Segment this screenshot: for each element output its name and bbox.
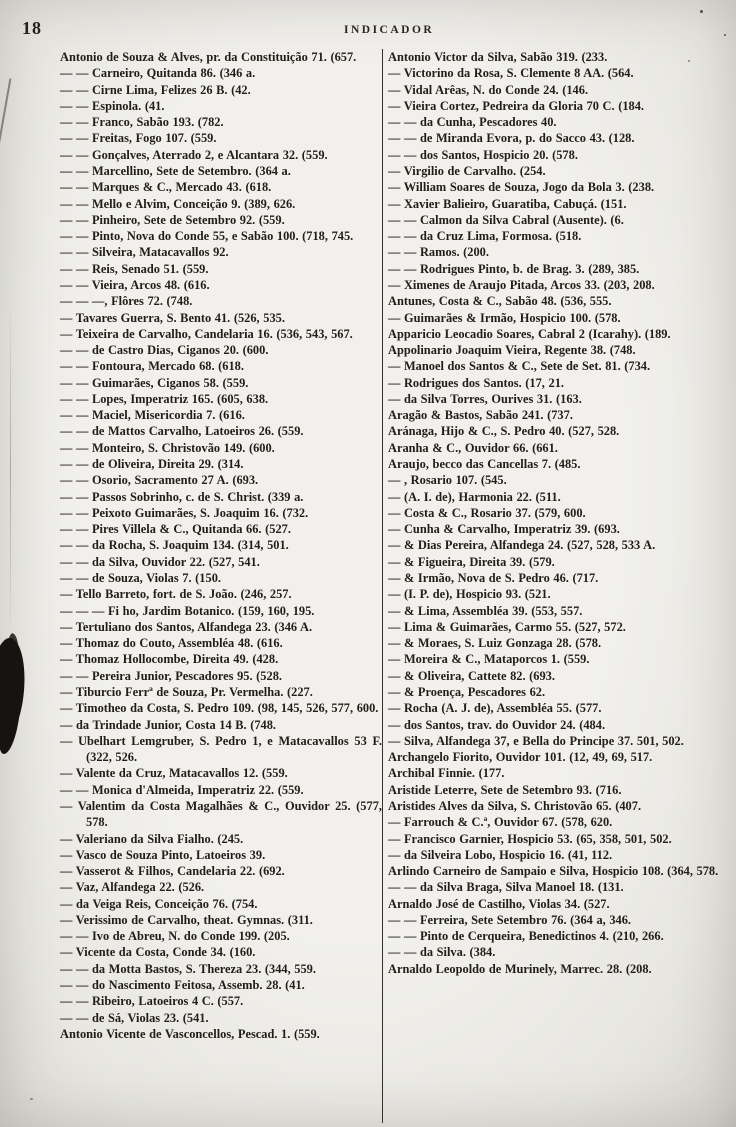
directory-entry: — Manoel dos Santos & C., Sete de Set. 81. (734. bbox=[388, 359, 651, 374]
directory-entry: — — da Silva. (384. bbox=[388, 945, 496, 960]
directory-entry: — — Passos Sobrinho, c. de S. Christ. (339 a. bbox=[60, 489, 304, 504]
directory-entry: — da Trindade Junior, Costa 14 B. (748. bbox=[60, 717, 277, 732]
directory-entry: — — de Castro Dias, Ciganos 20. (600. bbox=[60, 343, 269, 358]
directory-entry: — — Ferreira, Sete Setembro 76. (364 a, 346. bbox=[388, 912, 632, 927]
directory-entry: — — Peixoto Guimarães, S. Joaquim 16. (732. bbox=[60, 505, 309, 520]
directory-entry: — Vicente da Costa, Conde 34. (160. bbox=[60, 945, 256, 960]
page-crease-artifact bbox=[10, 300, 11, 640]
directory-entry: — — Guimarães, Ciganos 58. (559. bbox=[60, 375, 249, 390]
directory-entry: — — Gonçalves, Aterrado 2, e Alcantara 32. (559. bbox=[60, 147, 328, 162]
directory-entry: — Moreira & C., Mataporcos 1. (559. bbox=[388, 652, 590, 667]
directory-entry: — — Lopes, Imperatriz 165. (605, 638. bbox=[60, 391, 269, 406]
directory-entry: — — de Sá, Violas 23. (541. bbox=[60, 1010, 209, 1025]
directory-entry: — — Calmon da Silva Cabral (Ausente). (6. bbox=[388, 212, 624, 227]
directory-entry: — — Osorio, Sacramento 27 A. (693. bbox=[60, 473, 259, 488]
directory-entry: — Costa & C., Rosario 37. (579, 600. bbox=[388, 505, 586, 520]
directory-entry: — Tertuliano dos Santos, Alfandega 23. (346 A. bbox=[60, 619, 313, 634]
directory-entry: — Teixeira de Carvalho, Candelaria 16. (536, 543, 567. bbox=[60, 326, 353, 341]
directory-entry: — — Ribeiro, Latoeiros 4 C. (557. bbox=[60, 994, 244, 1009]
directory-entry: — — Silveira, Matacavallos 92. bbox=[60, 245, 229, 260]
directory-entry: — — Espinola. (41. bbox=[60, 98, 165, 113]
directory-entry: — — da Silva Braga, Silva Manoel 18. (131. bbox=[388, 880, 624, 895]
directory-entry: — — Pinto, Nova do Conde 55, e Sabão 100. (718, 745. bbox=[60, 229, 354, 244]
directory-entry: — Tavares Guerra, S. Bento 41. (526, 535. bbox=[60, 310, 285, 325]
directory-entry: — William Soares de Souza, Jogo da Bola 3. (238. bbox=[388, 180, 655, 195]
directory-entry: — — de Miranda Evora, p. do Sacco 43. (128. bbox=[388, 131, 635, 146]
directory-entry: — da Silveira Lobo, Hospicio 16. (41, 112. bbox=[388, 847, 613, 862]
right-column bbox=[382, 49, 728, 1123]
directory-entry: — — Reis, Senado 51. (559. bbox=[60, 261, 209, 276]
directory-entry: — — do Nascimento Feitosa, Assemb. 28. (41. bbox=[60, 978, 305, 993]
directory-entry: — — Monica d'Almeida, Imperatriz 22. (559. bbox=[60, 782, 304, 797]
directory-entry: — Rodrigues dos Santos. (17, 21. bbox=[388, 375, 564, 390]
directory-entry: — Valentim da Costa Magalhães & C., Ouvidor 25. (577, 578. bbox=[60, 798, 382, 830]
directory-entry: Aranha & C., Ouvidor 66. (661. bbox=[388, 440, 558, 455]
directory-entry: Aristides Alves da Silva, S. Christovão 65. (407. bbox=[388, 798, 642, 813]
directory-entry: — — Fontoura, Mercado 68. (618. bbox=[60, 359, 244, 374]
page-title: INDICADOR bbox=[344, 24, 435, 36]
directory-entry: — Thomaz Hollocombe, Direita 49. (428. bbox=[60, 652, 279, 667]
directory-entry: — — da Motta Bastos, S. Thereza 23. (344, 559. bbox=[60, 961, 316, 976]
directory-entry: — Vaz, Alfandega 22. (526. bbox=[60, 880, 205, 895]
directory-entry: — — Marcellino, Sete de Setembro. (364 a. bbox=[60, 163, 291, 178]
speck-artifact bbox=[724, 34, 726, 36]
directory-entry: — Silva, Alfandega 37, e Bella do Principe 37. 501, 502. bbox=[388, 733, 684, 748]
directory-entry: Aránaga, Hijo & C., S. Pedro 40. (527, 528. bbox=[388, 424, 620, 439]
directory-entry: — Valeriano da Silva Fialho. (245. bbox=[60, 831, 244, 846]
speck-artifact bbox=[30, 1098, 33, 1100]
directory-entry: — — —, Flôres 72. (748. bbox=[60, 294, 193, 309]
directory-entry: — Vasserot & Filhos, Candelaria 22. (692. bbox=[60, 864, 285, 879]
directory-entry: Archibal Finnie. (177. bbox=[388, 766, 505, 781]
directory-entry: Aragão & Bastos, Sabão 241. (737. bbox=[388, 408, 573, 423]
directory-entry: — (I. P. de), Hospicio 93. (521. bbox=[388, 587, 551, 602]
directory-entry: Antonio Victor da Silva, Sabão 319. (233. bbox=[388, 50, 608, 64]
directory-entry: — Farrouch & C.ª, Ouvidor 67. (578, 620. bbox=[388, 815, 613, 830]
directory-entry: Antunes, Costa & C., Sabão 48. (536, 555. bbox=[388, 294, 612, 309]
directory-entry: — Tiburcio Ferrª de Souza, Pr. Vermelha. (227. bbox=[60, 684, 313, 699]
directory-entry: — dos Santos, trav. do Ouvidor 24. (484. bbox=[388, 717, 606, 732]
page-number: 18 bbox=[22, 18, 42, 38]
ink-blot-artifact bbox=[0, 637, 29, 744]
directory-entry: — Vidal Arêas, N. do Conde 24. (146. bbox=[388, 82, 589, 97]
directory-entry: — & Oliveira, Cattete 82. (693. bbox=[388, 668, 555, 683]
directory-entry: — Tello Barreto, fort. de S. João. (246, 257. bbox=[60, 587, 292, 602]
directory-entry: — — Pinheiro, Sete de Setembro 92. (559. bbox=[60, 212, 285, 227]
directory-entry: — Vasco de Souza Pinto, Latoeiros 39. bbox=[60, 847, 266, 862]
directory-entry: — , Rosario 107. (545. bbox=[388, 473, 507, 488]
directory-entry: — da Veiga Reis, Conceição 76. (754. bbox=[60, 896, 258, 911]
page-header bbox=[0, 16, 736, 42]
directory-entry: — & Dias Pereira, Alfandega 24. (527, 528, 533 A. bbox=[388, 538, 656, 553]
directory-entry: Apparicio Leocadio Soares, Cabral 2 (Icarahy). (189. bbox=[388, 326, 671, 341]
directory-entry: — — Ivo de Abreu, N. do Conde 199. (205. bbox=[60, 929, 290, 944]
directory-entry: — Victorino da Rosa, S. Clemente 8 AA. (564. bbox=[388, 66, 634, 81]
speck-artifact bbox=[700, 10, 703, 13]
directory-entry: — — Monteiro, S. Christovão 149. (600. bbox=[60, 440, 275, 455]
directory-entry: Antonio de Souza & Alves, pr. da Constituição 71. (657. bbox=[60, 50, 357, 64]
directory-entry: Arlindo Carneiro de Sampaio e Silva, Hospicio 108. (364, 578. bbox=[388, 864, 719, 879]
directory-entry: — — da Rocha, S. Joaquim 134. (314, 501. bbox=[60, 538, 289, 553]
directory-entry: — — Pinto de Cerqueira, Benedictinos 4. (210, 266. bbox=[388, 929, 664, 944]
directory-entry: Aristide Leterre, Sete de Setembro 93. (716. bbox=[388, 782, 622, 797]
directory-entry: — Rocha (A. J. de), Assembléa 55. (577. bbox=[388, 701, 602, 716]
directory-entry: — & Figueira, Direita 39. (579. bbox=[388, 554, 555, 569]
directory-entry: — — de Souza, Violas 7. (150. bbox=[60, 571, 221, 585]
directory-entry: — & Proença, Pescadores 62. bbox=[388, 684, 546, 699]
directory-entry: Appolinario Joaquim Vieira, Regente 38. (748. bbox=[388, 343, 636, 358]
directory-entry: — — Carneiro, Quitanda 86. (346 a. bbox=[60, 66, 256, 81]
directory-entry: — — Cirne Lima, Felizes 26 B. (42. bbox=[60, 82, 251, 97]
directory-entry: — — da Cruz Lima, Formosa. (518. bbox=[388, 229, 582, 244]
directory-entry: — Ubelhart Lemgruber, S. Pedro 1, e Matacavallos 53 F. (322, 526. bbox=[60, 733, 382, 765]
directory-entry: Arnaldo José de Castilho, Violas 34. (527. bbox=[388, 896, 610, 911]
directory-entry: — — Marques & C., Mercado 43. (618. bbox=[60, 180, 272, 195]
directory-entry: — — da Silva, Ouvidor 22. (527, 541. bbox=[60, 554, 260, 569]
directory-entry: — — Ramos. (200. bbox=[388, 245, 489, 260]
directory-entry: — Francisco Garnier, Hospicio 53. (65, 358, 501, 502. bbox=[388, 831, 672, 846]
directory-entry: — — Vieira, Arcos 48. (616. bbox=[60, 277, 210, 292]
directory-entry: — & Moraes, S. Luiz Gonzaga 28. (578. bbox=[388, 636, 602, 651]
left-column bbox=[60, 49, 382, 1123]
directory-entry: — — da Cunha, Pescadores 40. bbox=[388, 115, 557, 130]
directory-entry: — da Silva Torres, Ourives 31. (163. bbox=[388, 391, 582, 406]
directory-entry: — Virgilio de Carvalho. (254. bbox=[388, 163, 546, 178]
directory-columns bbox=[60, 49, 728, 1123]
directory-entry: — — Pires Villela & C., Quitanda 66. (527. bbox=[60, 522, 291, 537]
directory-entry: — Thomaz do Couto, Assembléa 48. (616. bbox=[60, 636, 283, 651]
directory-entry: — — dos Santos, Hospicio 20. (578. bbox=[388, 147, 578, 162]
directory-entry: — Xavier Balieiro, Guaratiba, Cabuçá. (151. bbox=[388, 196, 627, 211]
directory-entry: — (A. I. de), Harmonia 22. (511. bbox=[388, 489, 561, 504]
directory-entry: — — Pereira Junior, Pescadores 95. (528. bbox=[60, 668, 282, 683]
directory-entry: — & Lima, Assembléa 39. (553, 557. bbox=[388, 603, 583, 618]
directory-entry: — — Franco, Sabão 193. (782. bbox=[60, 115, 224, 130]
directory-entry: — — de Mattos Carvalho, Latoeiros 26. (559. bbox=[60, 424, 304, 439]
directory-entry: — — Freitas, Fogo 107. (559. bbox=[60, 131, 217, 146]
directory-entry: — Ximenes de Araujo Pitada, Arcos 33. (203, 208. bbox=[388, 277, 655, 292]
directory-entry: — — — Fi ho, Jardim Botanico. (159, 160, 195. bbox=[60, 603, 315, 618]
directory-entry: Archangelo Fiorito, Ouvidor 101. (12, 49, 69, 517. bbox=[388, 750, 653, 765]
directory-entry: — — de Oliveira, Direita 29. (314. bbox=[60, 457, 244, 472]
directory-entry: — — Rodrigues Pinto, b. de Brag. 3. (289, 385. bbox=[388, 261, 640, 276]
scratch-mark-artifact bbox=[0, 78, 11, 151]
directory-entry: — Valente da Cruz, Matacavallos 12. (559. bbox=[60, 766, 288, 781]
directory-entry: — — Maciel, Misericordia 7. (616. bbox=[60, 408, 245, 423]
directory-entry: — — Mello e Alvim, Conceição 9. (389, 626. bbox=[60, 196, 296, 211]
directory-entry: — Vieira Cortez, Pedreira da Gloria 70 C. (184. bbox=[388, 98, 644, 113]
directory-entry: — Lima & Guimarães, Carmo 55. (527, 572. bbox=[388, 619, 626, 634]
speck-artifact bbox=[688, 60, 690, 62]
directory-entry: Araujo, becco das Cancellas 7. (485. bbox=[388, 457, 581, 472]
directory-entry: Arnaldo Leopoldo de Murinely, Marrec. 28. (208. bbox=[388, 961, 652, 976]
directory-entry: — Timotheo da Costa, S. Pedro 109. (98, 145, 526, 577, 600. bbox=[60, 701, 379, 716]
directory-entry: Antonio Vicente de Vasconcellos, Pescad. 1. (559. bbox=[60, 1026, 320, 1041]
directory-entry: — & Irmão, Nova de S. Pedro 46. (717. bbox=[388, 571, 599, 585]
directory-entry: — Cunha & Carvalho, Imperatriz 39. (693. bbox=[388, 522, 620, 537]
directory-entry: — Guimarães & Irmão, Hospicio 100. (578. bbox=[388, 310, 621, 325]
directory-entry: — Verissimo de Carvalho, theat. Gymnas. (311. bbox=[60, 912, 313, 927]
